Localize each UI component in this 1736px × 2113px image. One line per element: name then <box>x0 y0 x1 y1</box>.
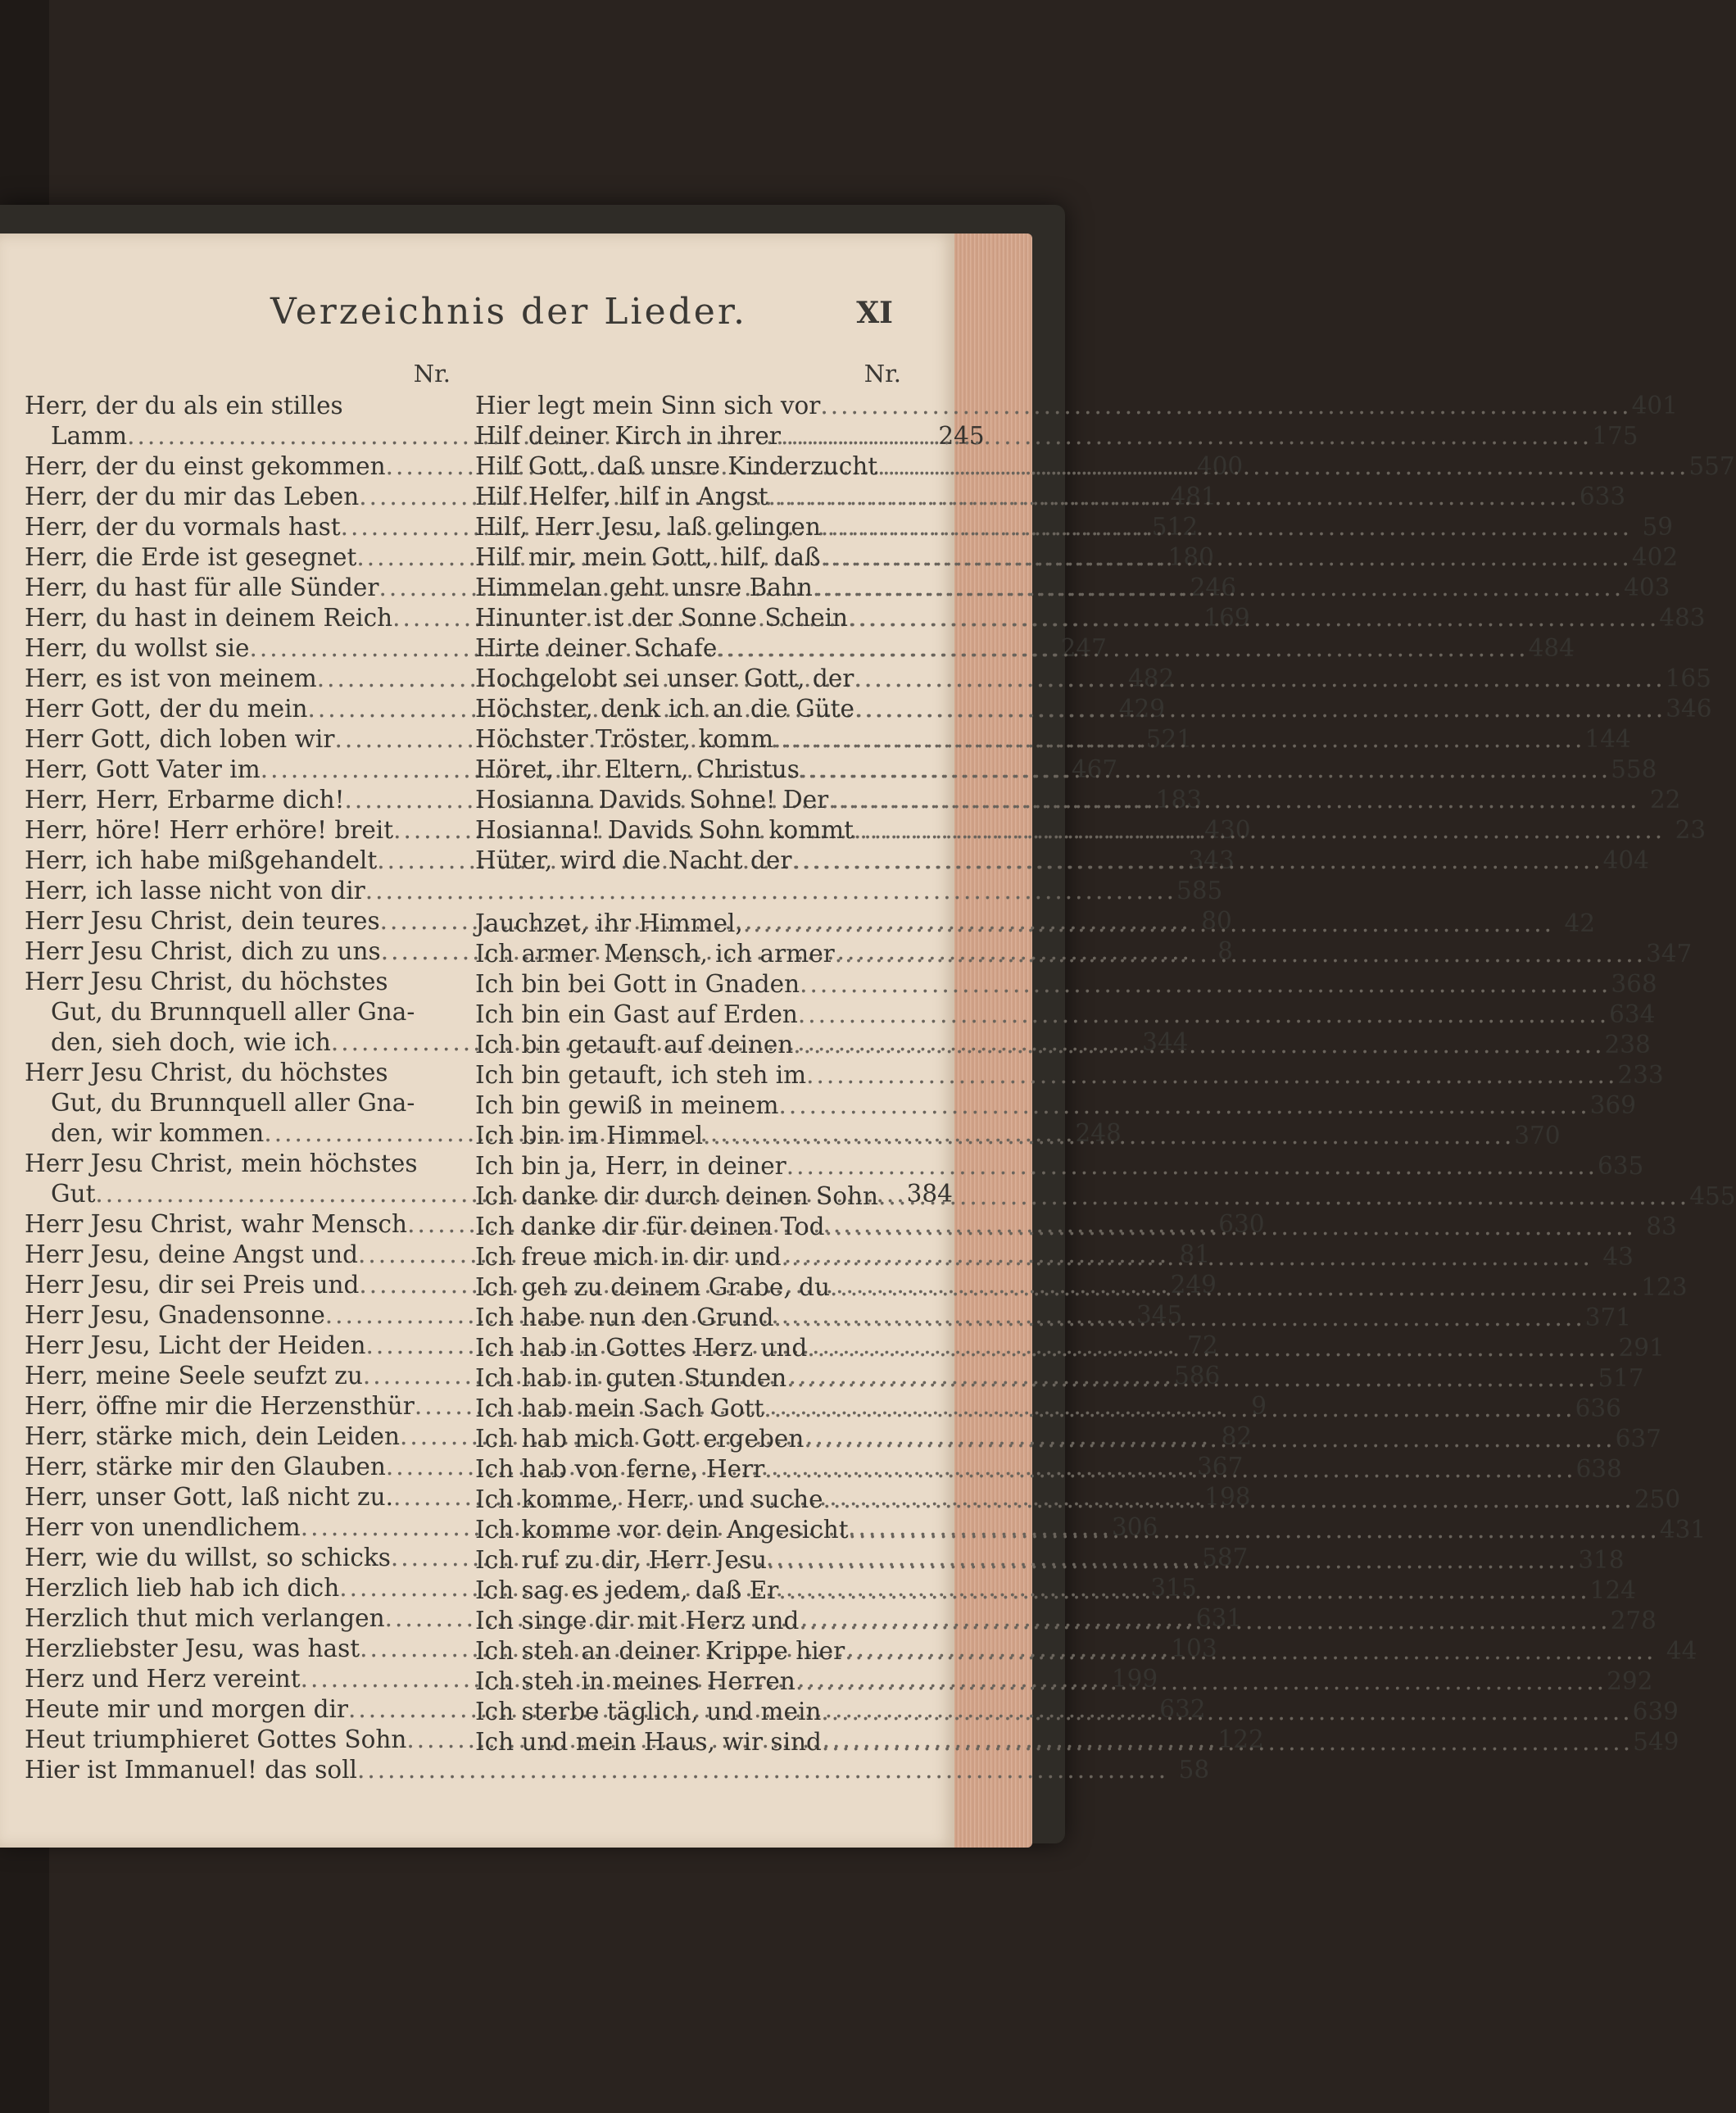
entry-number: 639 <box>1632 1698 1679 1725</box>
entry-title: Herr Jesu, dir sei Preis und <box>25 1271 360 1299</box>
entry-number: 81 <box>1179 1240 1211 1268</box>
entry-number: 521 <box>1145 725 1192 753</box>
entry-number: 400 <box>1196 452 1244 480</box>
index-entry <box>25 876 1223 906</box>
entry-number: 484 <box>1528 634 1575 662</box>
entry-number: 233 <box>1617 1061 1664 1089</box>
index-entry <box>475 939 1693 969</box>
page-header <box>0 291 909 340</box>
leader-dots <box>786 1363 1598 1394</box>
entry-number: 23 <box>1675 816 1707 844</box>
entry-title: Ich bin bei Gott in Gnaden <box>475 970 800 998</box>
entry-title: Ich hab mein Sach Gott <box>475 1394 764 1422</box>
leader-dots <box>820 391 1631 421</box>
entry-title: Ich hab von ferne, Herr <box>475 1455 765 1483</box>
entry-number: 632 <box>1159 1695 1206 1723</box>
entry-number: 587 <box>1202 1544 1249 1571</box>
entry-title: Herr, du hast für alle Sünder <box>25 574 379 601</box>
entry-number: 430 <box>1204 816 1251 844</box>
entry-number: 402 <box>1631 543 1679 571</box>
entry-title: Hosianna Davids Sohne! Der <box>475 786 829 814</box>
entry-title: Ich armer Mensch, ich armer <box>475 940 835 968</box>
entry-number: 169 <box>1203 604 1250 632</box>
index-entry <box>475 1000 1656 1030</box>
entry-title: Herr Jesu Christ, dein teures <box>25 907 380 935</box>
entry-title: Herr, der du einst gekommen <box>25 452 386 480</box>
entry-title: Gut, du Brunnquell aller Gna- <box>51 998 415 1026</box>
entry-title: Hüter, wird die Nacht der <box>475 846 792 874</box>
leader-dots <box>800 755 1611 785</box>
entry-number: 467 <box>1071 755 1118 783</box>
entry-title: Herr, öffne mir die Herzensthür <box>25 1392 415 1420</box>
entry-title: Heute mir und morgen dir <box>25 1695 348 1723</box>
entry-title: Ich habe nun den Grund <box>475 1304 774 1331</box>
leader-dots <box>773 724 1584 755</box>
entry-number: 586 <box>1174 1362 1221 1390</box>
entry-number: 482 <box>1127 664 1175 692</box>
index-entry <box>25 1058 451 1088</box>
entry-number: 72 <box>1187 1331 1218 1359</box>
entry-title: Herr Gott, dich loben wir <box>25 725 335 753</box>
entry-title: Herr Jesu Christ, du höchstes <box>25 968 388 995</box>
entry-title: Hilf mir, mein Gott, hilf, daß <box>475 543 821 571</box>
entry-number: 637 <box>1615 1425 1661 1453</box>
entry-title: Ich bin ein Gast auf Erden <box>475 1000 798 1028</box>
leader-dots <box>854 664 1665 694</box>
leader-dots <box>835 939 1646 969</box>
leader-dots <box>848 603 1659 633</box>
leader-dots <box>778 1091 1589 1121</box>
entry-title: den, sieh doch, wie ich <box>51 1028 331 1056</box>
leader-dots <box>743 909 1554 939</box>
entry-number: 315 <box>1150 1574 1197 1602</box>
entry-number: 183 <box>1155 786 1203 814</box>
entry-title: Ich freue mich in dir und <box>475 1243 782 1271</box>
entry-title: Herzliebster Jesu, was hast <box>25 1635 360 1662</box>
entry-number: 635 <box>1597 1152 1644 1180</box>
entry-number: 124 <box>1589 1576 1636 1604</box>
entry-number: 403 <box>1624 574 1670 601</box>
entry-number: 292 <box>1607 1667 1653 1695</box>
entry-title: Hinunter ist der Sonne Schein <box>475 604 849 632</box>
entry-number: 368 <box>1611 970 1657 998</box>
entry-title: Herzlich lieb hab ich dich <box>25 1574 340 1602</box>
leader-dots <box>799 1606 1610 1636</box>
entry-number: 9 <box>1251 1392 1267 1420</box>
entry-number: 401 <box>1631 392 1678 419</box>
entry-title: Herr, Herr, Erbarme dich! <box>25 786 345 814</box>
leader-dots <box>764 1454 1575 1485</box>
entry-title: Herr Jesu Christ, mein höchstes <box>25 1149 418 1177</box>
index-entry <box>475 969 1657 1000</box>
page-title: Verzeichnis der Lieder. <box>270 291 748 333</box>
entry-title: Ich ruf zu dir, Herr Jesu <box>475 1546 767 1574</box>
entry-number: 370 <box>1514 1122 1561 1149</box>
leader-dots <box>778 1576 1589 1606</box>
leader-dots <box>822 1727 1633 1757</box>
entry-title: Herr Jesu Christ, du höchstes <box>25 1059 388 1086</box>
entry-title: Hochgelobt sei unser Gott, der <box>475 664 854 692</box>
entry-title: Herr, stärke mir den Glauben <box>25 1453 386 1480</box>
leader-dots <box>357 1755 1168 1785</box>
index-entry <box>475 1151 1644 1181</box>
entry-title: Herr, der du mir das Leben <box>25 483 360 510</box>
entry-title: Herr, unser Gott, laß nicht zu. <box>25 1483 393 1511</box>
entry-title: Ich komme vor dein Angesicht <box>475 1516 849 1544</box>
entry-title: Herr, ich lasse nicht von dir <box>25 877 365 905</box>
entry-number: 346 <box>1666 695 1712 723</box>
section-spacer <box>475 876 901 909</box>
entry-title: Gut, du Brunnquell aller Gna- <box>51 1089 415 1117</box>
entry-number: 199 <box>1111 1665 1158 1693</box>
entry-number: 248 <box>1075 1119 1122 1147</box>
leader-dots <box>764 1394 1575 1424</box>
entry-title: Ich bin getauft auf deinen <box>475 1031 794 1059</box>
entry-title: Ich komme, Herr, und suche <box>475 1485 823 1513</box>
entry-number: 59 <box>1642 513 1674 541</box>
leader-dots <box>767 1545 1578 1576</box>
leader-dots <box>807 1333 1618 1363</box>
entry-number: 558 <box>1611 755 1657 783</box>
entry-title: Hier legt mein Sinn sich vor <box>475 392 821 419</box>
entry-title: Herr Gott, der du mein <box>25 695 308 723</box>
entry-number: 630 <box>1218 1210 1265 1238</box>
entry-number: 481 <box>1170 483 1217 510</box>
entry-number: 250 <box>1634 1485 1681 1513</box>
index-entry <box>25 1149 451 1179</box>
entry-title: Herr, meine Seele seufzt zu <box>25 1362 363 1390</box>
entry-title: Herr, höre! Herr erhöre! breit <box>25 816 394 844</box>
entry-number: 80 <box>1201 907 1232 935</box>
leader-dots <box>828 785 1639 815</box>
entry-number: 175 <box>1592 422 1639 450</box>
entry-title: Herr, der du als ein stilles <box>25 392 343 419</box>
entry-number: 291 <box>1618 1334 1665 1362</box>
entry-number: 638 <box>1575 1455 1622 1483</box>
entry-number: 198 <box>1204 1483 1251 1511</box>
entry-title: Hosianna! Davids Sohn kommt <box>475 816 854 844</box>
entry-title: Ich hab in Gottes Herz und <box>475 1334 808 1362</box>
entry-title: Hirte deiner Schafe <box>475 634 718 662</box>
entry-number: 246 <box>1190 574 1236 601</box>
entry-number: 455 <box>1689 1182 1736 1210</box>
index-entry <box>475 1060 1664 1091</box>
index-entry <box>475 1091 1636 1121</box>
leader-dots <box>793 1030 1604 1060</box>
leader-dots <box>877 451 1688 482</box>
entry-number: 43 <box>1602 1243 1634 1271</box>
entry-number: 144 <box>1584 725 1631 753</box>
entry-number: 367 <box>1197 1453 1244 1480</box>
entry-number: 238 <box>1604 1031 1651 1059</box>
entry-title: Ich steh an deiner Krippe hier <box>475 1637 845 1665</box>
entry-title: Ich bin im Himmel <box>475 1122 704 1149</box>
entry-title: Herr, Gott Vater im <box>25 755 261 783</box>
entry-title: Höchster, denk ich an die Güte <box>475 695 854 723</box>
entry-title: den, wir kommen <box>51 1119 265 1147</box>
entry-title: Gut <box>51 1180 96 1208</box>
entry-title: Herr, die Erde ist gesegnet <box>25 543 357 571</box>
entry-title: Ich hab in guten Stunden <box>475 1364 787 1392</box>
entry-title: Höchster Tröster, komm <box>475 725 774 753</box>
entry-number: 103 <box>1171 1635 1217 1662</box>
entry-title: Hilf Helfer, hilf in Angst <box>475 483 768 510</box>
entry-title: Hilf, Herr Jesu, laß gelingen <box>475 513 821 541</box>
entry-number: 517 <box>1598 1364 1644 1392</box>
entry-number: 44 <box>1666 1637 1697 1665</box>
entry-number: 318 <box>1578 1546 1625 1574</box>
entry-title: Hier ist Immanuel! das soll <box>25 1756 357 1784</box>
entry-number: 345 <box>1135 1301 1183 1329</box>
entry-title: Ich danke dir für deinen Tod <box>475 1213 825 1240</box>
entry-number: 347 <box>1645 940 1693 968</box>
index-entry <box>25 997 451 1027</box>
leader-dots <box>791 846 1602 876</box>
index-entry <box>475 1394 1621 1424</box>
entry-number: 278 <box>1610 1607 1657 1635</box>
entry-number: 631 <box>1195 1604 1243 1632</box>
leader-dots <box>821 542 1632 573</box>
entry-title: Ich bin ja, Herr, in deiner <box>475 1152 786 1180</box>
column-header-number: Nr. <box>863 360 901 388</box>
leader-dots <box>703 1121 1514 1151</box>
entry-title: Herr Jesu, Licht der Heiden <box>25 1331 366 1359</box>
leader-dots <box>813 573 1624 603</box>
entry-number: 634 <box>1609 1000 1656 1028</box>
entry-title: Ich singe dir mit Herz und <box>475 1607 800 1635</box>
entry-number: 306 <box>1111 1513 1158 1541</box>
book-page <box>0 234 1736 1848</box>
entry-number: 636 <box>1575 1394 1621 1422</box>
leader-dots <box>798 1000 1609 1030</box>
leader-dots <box>821 512 1632 542</box>
leader-dots <box>823 1485 1634 1515</box>
leader-dots <box>849 1515 1660 1545</box>
entry-title: Ich bin gewiß in meinem <box>475 1091 779 1119</box>
entry-number: 549 <box>1633 1728 1679 1756</box>
entry-title: Lamm <box>51 422 128 450</box>
leader-dots <box>854 694 1666 724</box>
entry-number: 249 <box>1170 1271 1217 1299</box>
entry-number: 42 <box>1564 909 1596 937</box>
entry-title: Herr Jesu Christ, wahr Mensch <box>25 1210 408 1238</box>
entry-title: Herr von unendlichem <box>25 1513 301 1541</box>
entry-title: Herz und Herz vereint <box>25 1665 301 1693</box>
leader-dots <box>774 1303 1585 1333</box>
entry-number: 431 <box>1659 1516 1707 1544</box>
entry-number: 58 <box>1178 1756 1210 1784</box>
entry-number: 245 <box>938 422 985 450</box>
leader-dots <box>795 1666 1607 1697</box>
leader-dots <box>845 1636 1656 1666</box>
entry-title: Ich sag es jedem, daß Er <box>475 1576 779 1604</box>
entry-title: Ich danke dir durch deinen Sohn <box>475 1182 878 1210</box>
entry-title: Herr, du hast in deinem Reich <box>25 604 393 632</box>
leader-dots <box>782 1242 1593 1272</box>
entry-number: 557 <box>1688 452 1735 480</box>
entry-number: 180 <box>1167 543 1214 571</box>
entry-title: Herr, stärke mich, dein Leiden <box>25 1422 400 1450</box>
entry-number: 82 <box>1221 1422 1253 1450</box>
index-entry <box>475 391 1678 421</box>
entry-title: Herr, ich habe mißgehandelt <box>25 846 378 874</box>
entry-title: Hilf Gott, daß unsre Kinderzucht <box>475 452 878 480</box>
entry-title: Ich sterbe täglich, und mein <box>475 1698 822 1725</box>
index-entry <box>25 1755 1210 1785</box>
index-entry <box>25 967 451 997</box>
entry-title: Ich hab mich Gott ergeben <box>475 1425 805 1453</box>
leader-dots <box>781 421 1592 451</box>
entry-number: 483 <box>1659 604 1706 632</box>
entry-title: Ich und mein Haus, wir sind <box>475 1728 822 1756</box>
entry-title: Herr, wie du willst, so schicks <box>25 1544 391 1571</box>
entry-number: 633 <box>1579 483 1626 510</box>
entry-number: 122 <box>1217 1725 1264 1753</box>
column-header-number: Nr. <box>413 360 451 388</box>
leader-dots <box>768 482 1580 512</box>
entry-number: 343 <box>1188 846 1235 874</box>
entry-number: 22 <box>1649 786 1681 814</box>
entry-number: 512 <box>1151 513 1199 541</box>
entry-title: Ich geh zu deinem Grabe, du <box>475 1273 831 1301</box>
leader-dots <box>878 1181 1689 1212</box>
entry-title: Hilf deiner Kirch in ihrer <box>475 422 781 450</box>
index-entry <box>25 1088 451 1118</box>
leader-dots <box>800 969 1611 1000</box>
entry-title: Herr, es ist von meinem <box>25 664 317 692</box>
entry-number: 123 <box>1641 1273 1688 1301</box>
entry-number: 371 <box>1584 1304 1632 1331</box>
entry-number: 585 <box>1176 877 1223 905</box>
leader-dots <box>804 1424 1615 1454</box>
entry-title: Herr Jesu, Gnadensonne <box>25 1301 325 1329</box>
leader-dots <box>786 1151 1598 1181</box>
page-number: XI <box>856 296 893 330</box>
entry-title: Ich steh in meines Herren <box>475 1667 795 1695</box>
entry-title: Höret, ihr Eltern, Christus <box>475 755 800 783</box>
leader-dots <box>806 1060 1617 1091</box>
leader-dots <box>821 1697 1632 1727</box>
entry-title: Heut triumphieret Gottes Sohn <box>25 1725 407 1753</box>
entry-number: 344 <box>1142 1028 1189 1056</box>
entry-number: 404 <box>1602 846 1649 874</box>
entry-number: 165 <box>1665 664 1711 692</box>
leader-dots <box>854 815 1665 846</box>
entry-title: Jauchzet, ihr Himmel, <box>475 909 743 937</box>
entry-title: Herzlich thut mich verlangen <box>25 1604 385 1632</box>
entry-title: Herr Jesu Christ, dich zu uns <box>25 937 381 965</box>
entry-title: Herr, du wollst sie <box>25 634 250 662</box>
entry-title: Herr, der du vormals hast <box>25 513 341 541</box>
leader-dots <box>825 1212 1636 1242</box>
leader-dots <box>717 633 1528 664</box>
entry-number: 8 <box>1217 937 1233 965</box>
entry-number: 247 <box>1060 634 1107 662</box>
leader-dots <box>830 1272 1641 1303</box>
entry-number: 369 <box>1589 1091 1636 1119</box>
entry-number: 429 <box>1118 695 1166 723</box>
entry-title: Himmelan geht unsre Bahn <box>475 574 813 601</box>
index-entry <box>25 391 451 421</box>
entry-number: 83 <box>1646 1213 1677 1240</box>
entry-title: Ich bin getauft, ich steh im <box>475 1061 807 1089</box>
entry-number: 384 <box>906 1180 953 1208</box>
entry-title: Herr Jesu, deine Angst und <box>25 1240 358 1268</box>
